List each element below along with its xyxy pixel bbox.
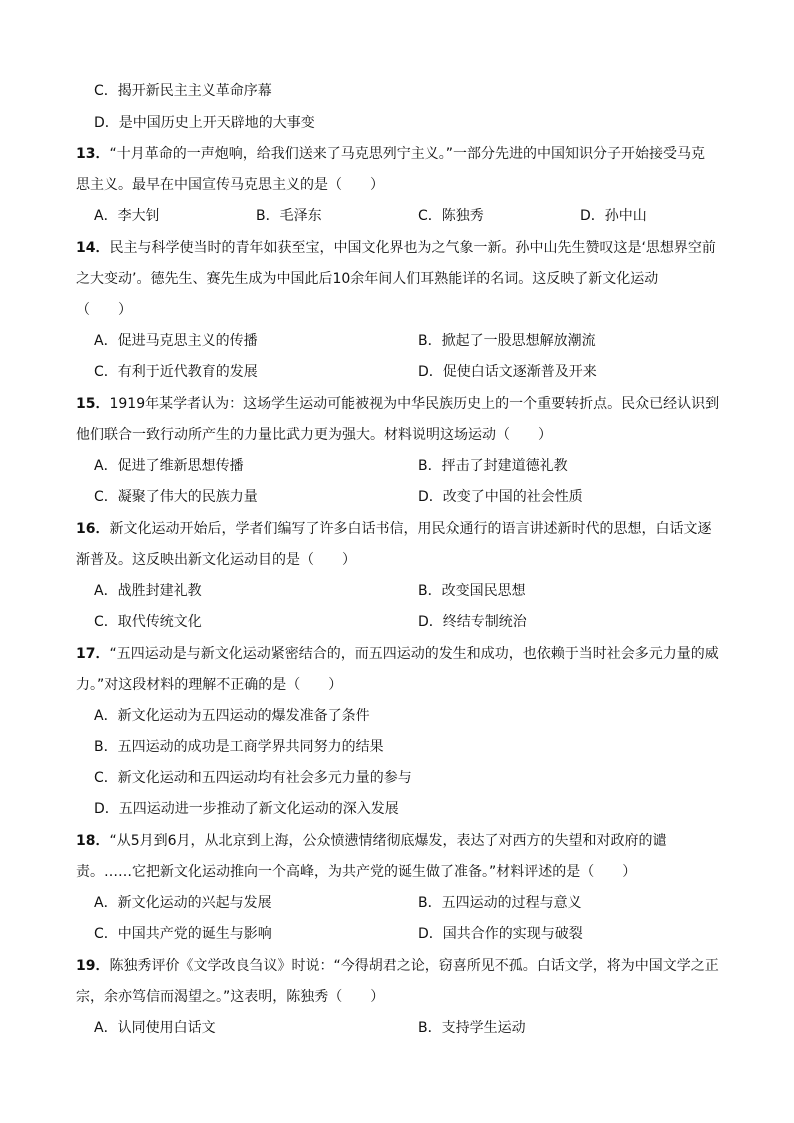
- q16-stem-line-1: [76, 520, 711, 538]
- q18-stem-text-1: “从5月到6月，从北京到上海，公众愤懑情绪彻底爆发，表达了对西方的失望和对政府的谴: [109, 833, 667, 849]
- q14-number: 14．: [76, 240, 110, 256]
- q13-option-c: C．陈独秀: [418, 208, 484, 224]
- q16-option-c: C．取代传统文化: [94, 614, 202, 630]
- q13-option-a: A．李大钊: [94, 208, 160, 224]
- q13-number: 13．: [76, 146, 110, 162]
- q18-stem-line-1: [76, 832, 667, 850]
- q15-option-a: A．促进了维新思想传播: [94, 458, 244, 474]
- q13-stem-text-1: “十月革命的一声炮响，给我们送来了马克思列宁主义。”一部分先进的中国知识分子开始接受马克: [109, 146, 705, 162]
- q15-option-b: B．抨击了封建道德礼教: [418, 458, 568, 474]
- q16-option-b: B．改变国民思想: [418, 583, 526, 599]
- q14-option-c: C．有利于近代教育的发展: [94, 364, 258, 380]
- q17-option-a: A．新文化运动为五四运动的爆发准备了条件: [94, 708, 370, 724]
- q15-option-c: C．凝聚了伟大的民族力量: [94, 489, 258, 505]
- q14-stem-text-1: 民主与科学使当时的青年如获至宝，中国文化界也为之气象一新。孙中山先生赞叹这是‘思想界空前: [109, 240, 716, 256]
- q13-option-d: D．孙中山: [580, 208, 647, 224]
- q12-option-d: D．是中国历史上开天辟地的大事变: [94, 115, 315, 131]
- q17-option-c: C．新文化运动和五四运动均有社会多元力量的参与: [94, 770, 412, 786]
- q18-number: 18．: [76, 833, 110, 849]
- q13-option-b: B．毛泽东: [256, 208, 322, 224]
- q19-stem-line-2: 宗，余亦笃信而渴望之。”这表明，陈独秀（ ）: [76, 989, 385, 1005]
- q14-option-b: B．掀起了一股思想解放潮流: [418, 333, 596, 349]
- q19-stem-text-1: 陈独秀评价《文学改良刍议》时说：“今得胡君之论，窃喜所见不孤。白话文学，将为中国文学之正: [109, 958, 719, 974]
- q17-stem-line-2: 力。”对这段材料的理解不正确的是（ ）: [76, 677, 343, 693]
- q16-stem-text-1: 新文化运动开始后，学者们编写了许多白话书信，用民众通行的语言讲述新时代的思想，白话文逐: [109, 521, 712, 537]
- q14-stem-line-1: [76, 239, 716, 257]
- q14-stem-line-3: （ ）: [76, 302, 132, 318]
- q14-option-a: A．促进马克思主义的传播: [94, 333, 258, 349]
- q18-option-b: B．五四运动的过程与意义: [418, 895, 582, 911]
- q15-number: 15．: [76, 396, 110, 412]
- q19-number: 19．: [76, 958, 110, 974]
- q17-number: 17．: [76, 646, 110, 662]
- q13-stem-line-1: [76, 145, 705, 163]
- q13-stem-line-2: 思主义。最早在中国宣传马克思主义的是（ ）: [76, 177, 384, 193]
- q14-stem-line-2: 之大变动’。德先生、赛先生成为中国此后10余年间人们耳熟能详的名词。这反映了新文化运动: [76, 271, 659, 287]
- q17-option-b: B．五四运动的成功是工商学界共同努力的结果: [94, 739, 384, 755]
- q18-option-c: C．中国共产党的诞生与影响: [94, 926, 272, 942]
- q15-option-d: D．改变了中国的社会性质: [418, 489, 583, 505]
- q17-stem-line-1: [76, 645, 719, 663]
- q17-option-d: D．五四运动进一步推动了新文化运动的深入发展: [94, 801, 399, 817]
- q19-option-b: B．支持学生运动: [418, 1020, 526, 1036]
- q18-option-d: D．国共合作的实现与破裂: [418, 926, 583, 942]
- q15-stem-line-1: [76, 395, 719, 413]
- q18-stem-line-2: 责。……它把新文化运动推向一个高峰，为共产党的诞生做了准备。”材料评述的是（ ）: [76, 864, 637, 880]
- q12-option-c: C．揭开新民主主义革命序幕: [94, 83, 272, 99]
- q16-option-a: A．战胜封建礼教: [94, 583, 202, 599]
- q14-option-d: D．促使白话文逐渐普及开来: [418, 364, 597, 380]
- q16-option-d: D．终结专制统治: [418, 614, 527, 630]
- q15-stem-text-1: 1919年某学者认为：这场学生运动可能被视为中华民族历史上的一个重要转折点。民众已经认识到: [109, 396, 720, 412]
- q19-stem-line-1: [76, 957, 719, 975]
- q17-stem-text-1: “五四运动是与新文化运动紧密结合的，而五四运动的发生和成功，也依赖于当时社会多元力量的威: [109, 646, 719, 662]
- q16-number: 16．: [76, 521, 110, 537]
- q15-stem-line-2: 他们联合一致行动所产生的力量比武力更为强大。材料说明这场运动（ ）: [76, 427, 552, 443]
- q19-option-a: A．认同使用白话文: [94, 1020, 216, 1036]
- q18-option-a: A．新文化运动的兴起与发展: [94, 895, 272, 911]
- q16-stem-line-2: 渐普及。这反映出新文化运动目的是（ ）: [76, 552, 356, 568]
